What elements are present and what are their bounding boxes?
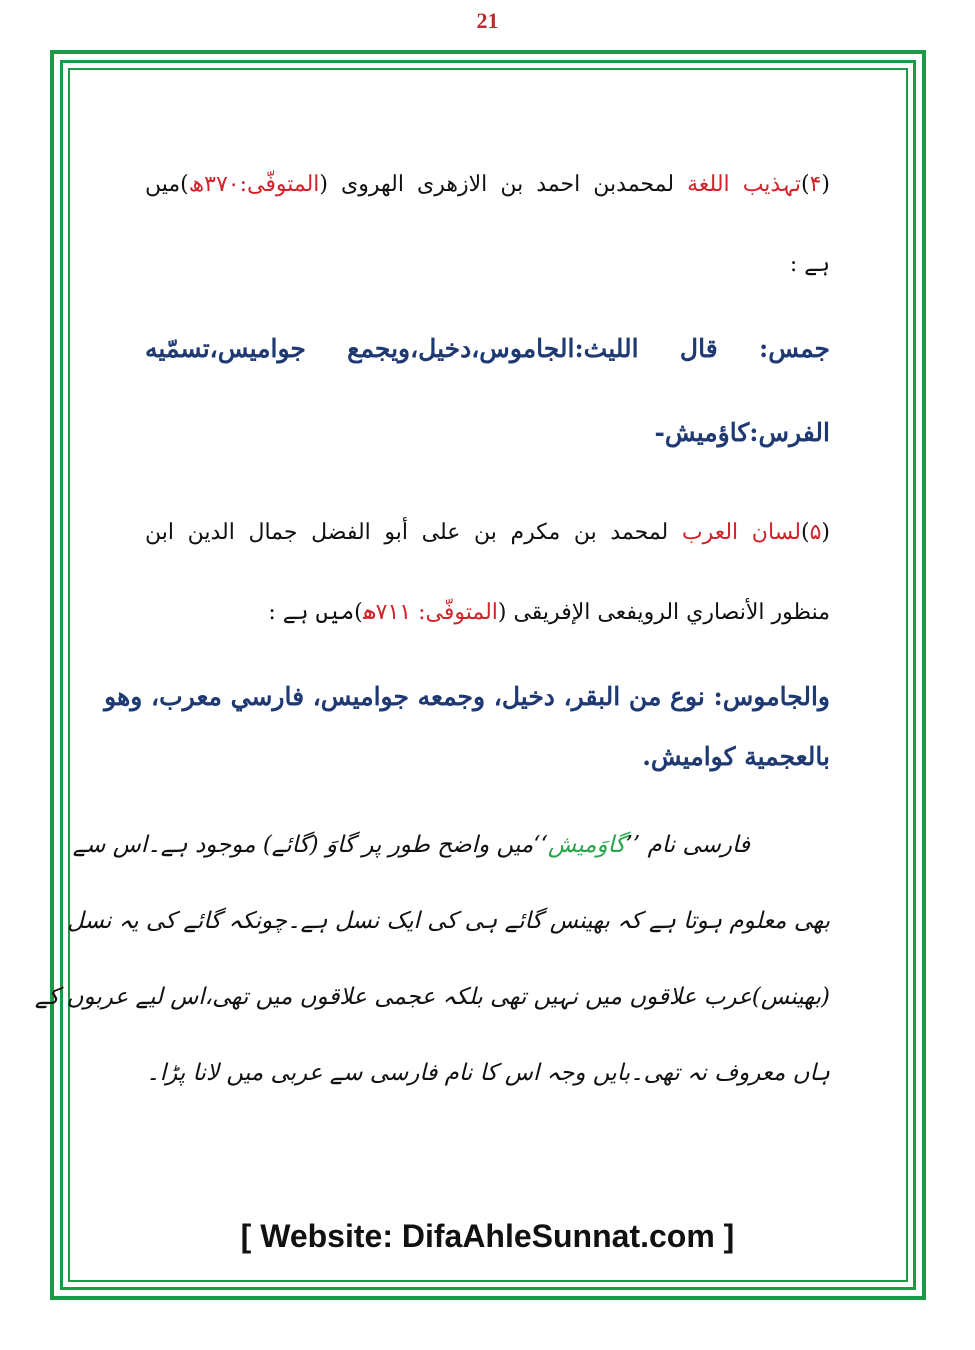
ref4-book-title: تہذیب اللغة bbox=[687, 172, 801, 197]
ref4-line2: ہے : bbox=[789, 252, 830, 277]
ref5-book-title: لسان العرب bbox=[681, 520, 801, 545]
urdu-para-line3: (بھینس)عرب علاقوں میں نہیں تھی بلکہ عجمی علاقوں میں تھی،اس لیے عربوں کے bbox=[34, 984, 830, 1010]
quote5-line2: بالعجمية كواميش. bbox=[642, 742, 830, 771]
ref4-number: ۴ bbox=[809, 172, 822, 197]
urdu-text-b: ‘‘میں واضح طور پر گاوَ (گائے) موجود ہے۔اس سے bbox=[72, 832, 548, 858]
ref5-death-date: المتوفّى: ۷۱۱ھ bbox=[362, 600, 498, 625]
ref5-line1 bbox=[145, 520, 830, 545]
ref4-line-end: )میں bbox=[145, 172, 189, 197]
ref4-death-date: المتوفّی:۳۷۰ھ bbox=[188, 172, 320, 197]
quote4-line2: الفرس:كاؤميش- bbox=[654, 418, 830, 447]
ref5-author: لمحمد بن مكرم بن على أبو الفضل جمال الدين ابن bbox=[145, 520, 682, 545]
website-footer: [ Website: DifaAhleSunnat.com ] bbox=[240, 1218, 735, 1254]
ref5-open-paren: ( bbox=[821, 520, 830, 545]
quote5-line1: والجاموس: نوع من البقر، دخيل، وجمعه جواميس، فارسي معرب، وهو bbox=[104, 682, 830, 711]
page-number: 21 bbox=[476, 8, 499, 33]
ref4-open-paren: ( bbox=[821, 172, 830, 197]
urdu-para-line1 bbox=[72, 832, 750, 858]
ref5-number: ۵ bbox=[809, 520, 822, 545]
urdu-para-line4: ہاں معروف نہ تھی۔بایں وجہ اس کا نام فارسی سے عربی میں لانا پڑا۔ bbox=[146, 1060, 830, 1086]
page-border bbox=[34, 50, 926, 1300]
ref5-close-paren: ) bbox=[800, 520, 810, 545]
quote4-line1: جمس: قال الليث:الجاموس،دخيل،ويجمع جواميس،تسمّيه bbox=[145, 334, 830, 363]
ref5-line2 bbox=[145, 600, 830, 625]
ref4-close-paren: ) bbox=[800, 172, 810, 197]
page-border-innermost bbox=[34, 68, 908, 1282]
ref5-line-end: )میں ہے : bbox=[268, 600, 363, 625]
ref5-author-cont: منظور الأنصاري الرويفعى الإفريقى ( bbox=[497, 600, 830, 625]
ref4-author: لمحمدبن احمد بن الازهری الهروی ( bbox=[319, 172, 688, 197]
ref4-line1 bbox=[145, 172, 830, 197]
urdu-para-line2: بھی معلوم ہوتا ہے کہ بھینس گائے ہی کی ایک نسل ہے۔چونکہ گائے کی یہ نسل bbox=[67, 908, 830, 934]
highlighted-word: گاوَمیش bbox=[547, 832, 626, 858]
urdu-text-a: فارسی نام ’’ bbox=[625, 832, 750, 858]
